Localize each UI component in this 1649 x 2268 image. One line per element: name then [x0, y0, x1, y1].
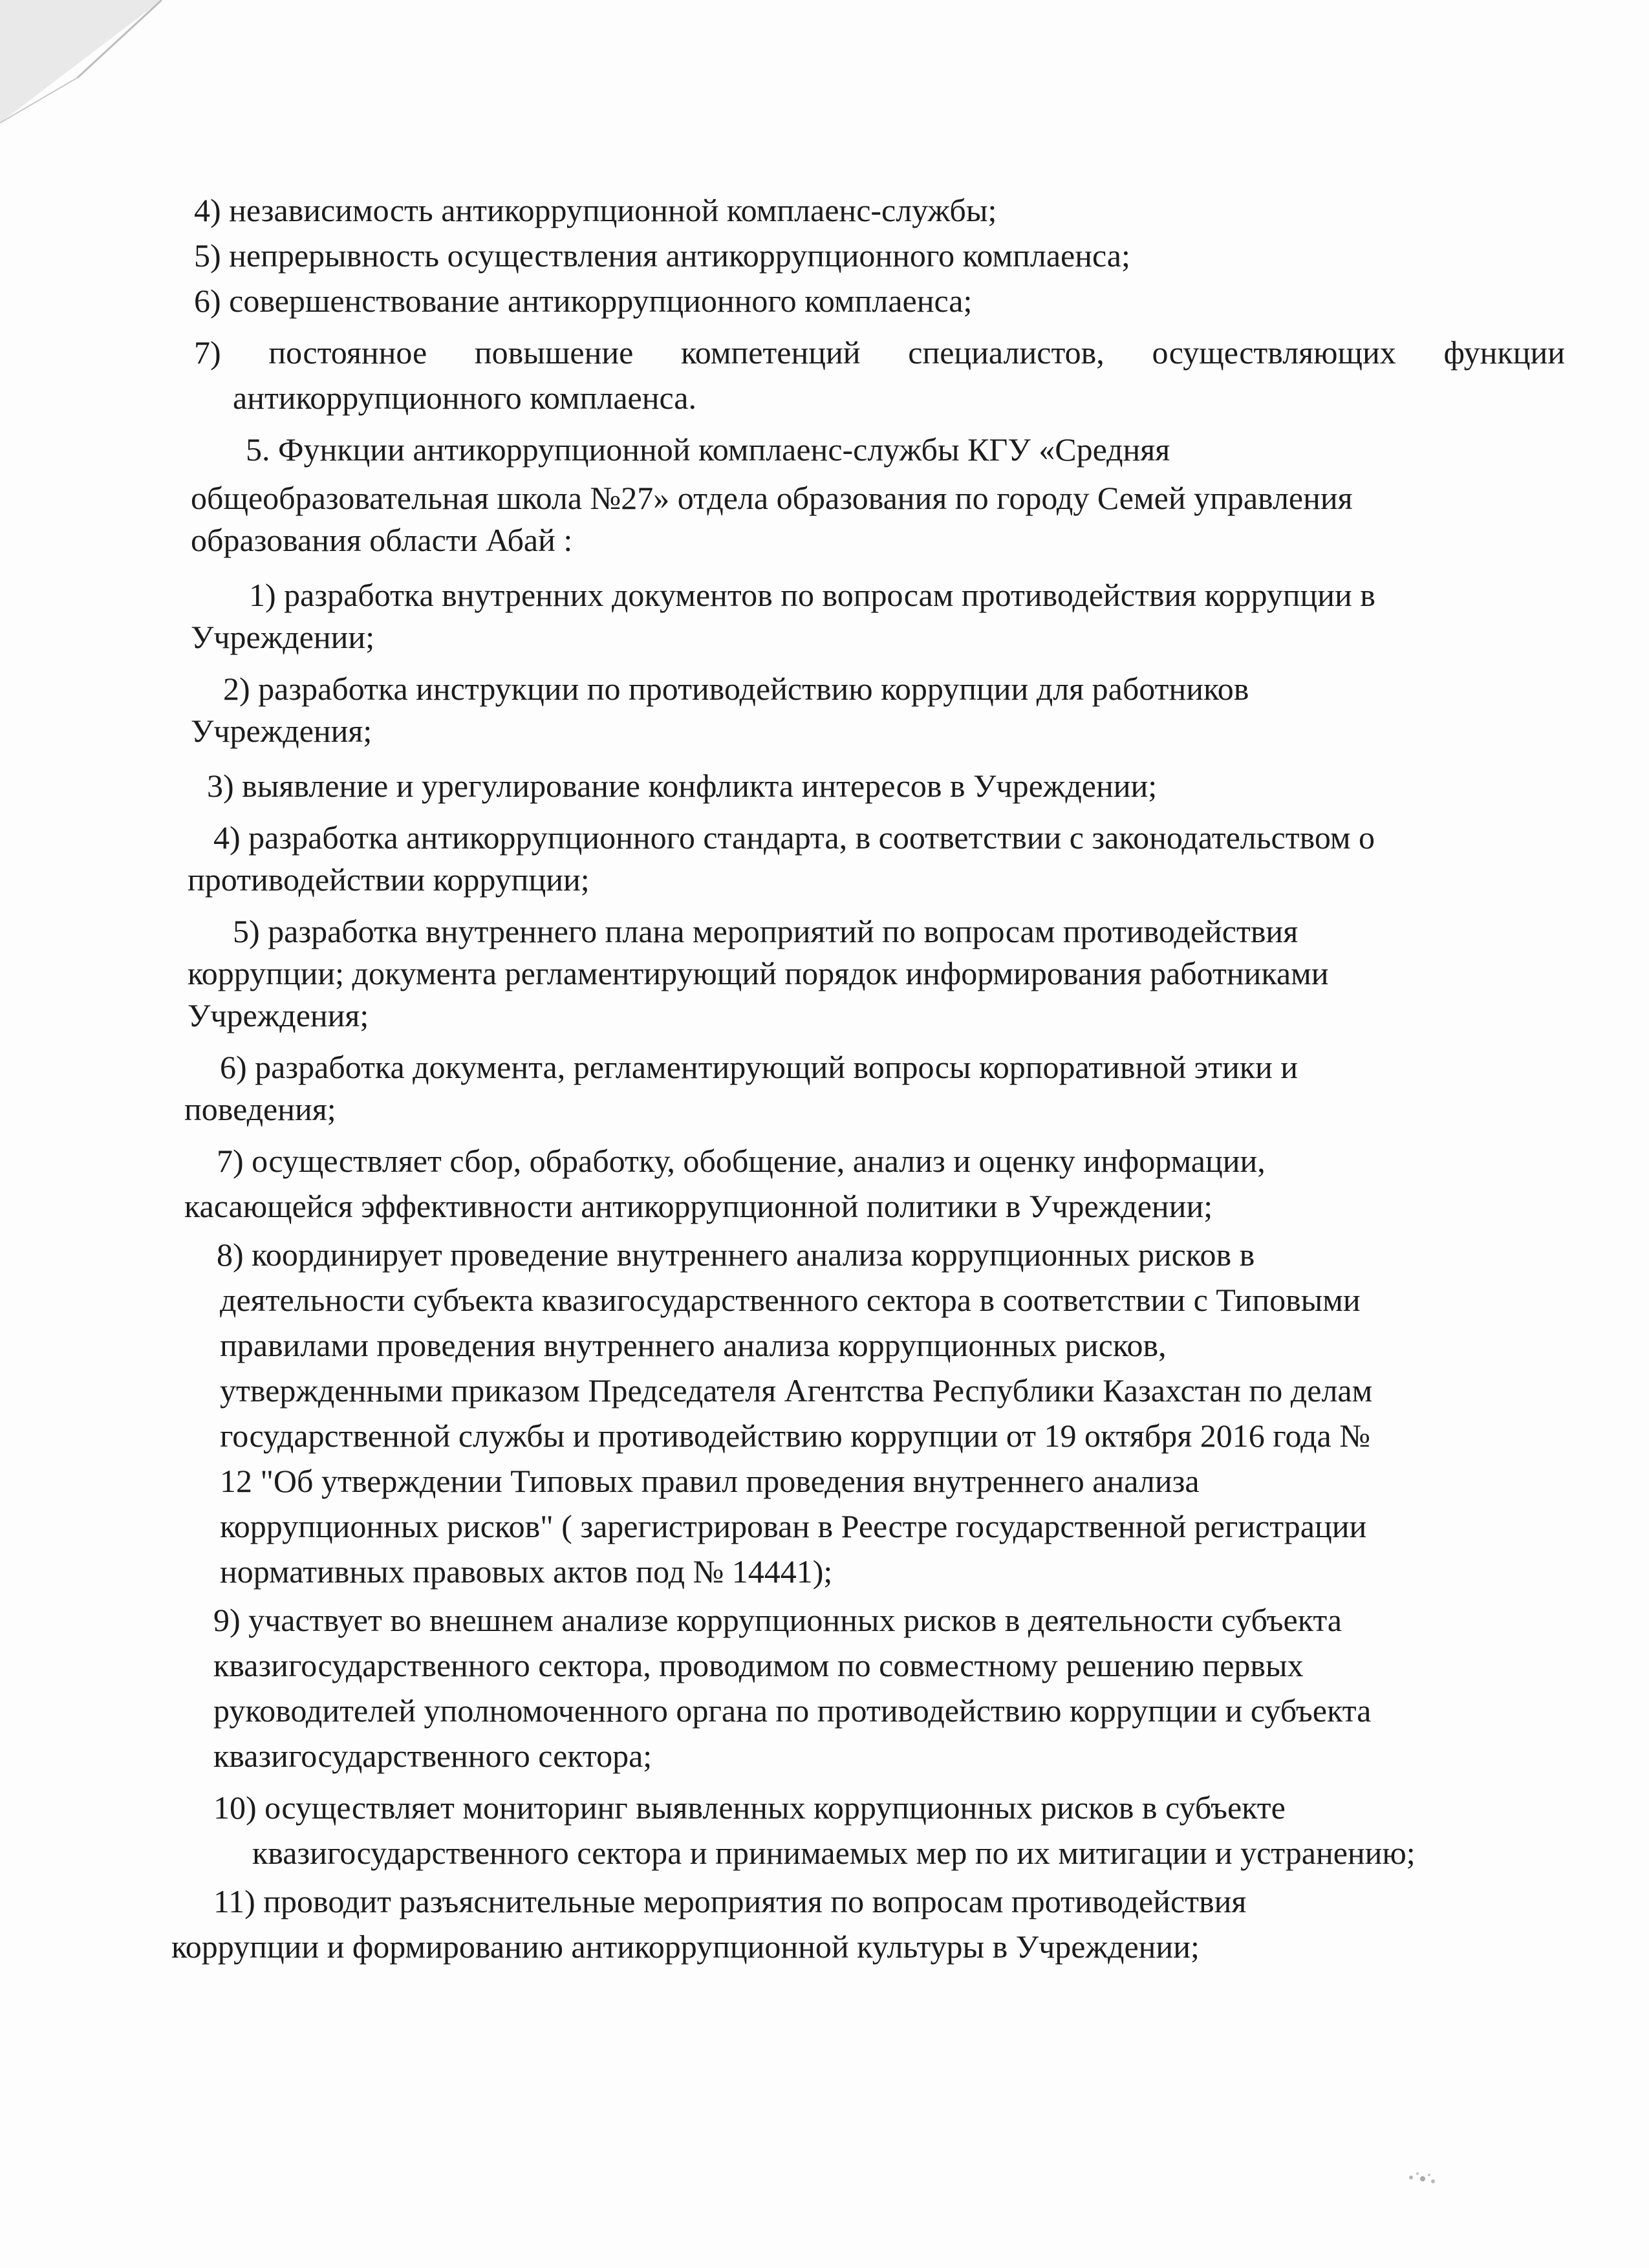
function-1-line-2: Учреждении;: [191, 619, 375, 655]
function-2-line-2: Учреждения;: [191, 713, 372, 749]
function-3-line-1: 3) выявление и урегулирование конфликта интересов в Учреждении;: [207, 768, 1158, 804]
function-8-line-3: правилами проведения внутреннего анализа коррупционных рисков,: [220, 1327, 1167, 1363]
function-6-line-1: 6) разработка документа, регламентирующий вопросы корпоративной этики и: [220, 1049, 1299, 1085]
section-5-line-2: общеобразовательная школа №27» отдела образования по городу Семей управления: [191, 480, 1353, 516]
function-4-line-1: 4) разработка антикоррупционного стандарта, в соответствии с законодательством о: [213, 819, 1375, 856]
function-8-line-6: 12 "Об утверждении Типовых правил проведения внутреннего анализа: [220, 1463, 1200, 1499]
list-item-5: 5) непрерывность осуществления антикоррупционного комплаенса;: [194, 237, 1130, 274]
function-9-line-1: 9) участвует во внешнем анализе коррупционных рисков в деятельности субъекта: [213, 1602, 1342, 1638]
function-11-line-2: коррупции и формированию антикоррупционной культуры в Учреждении;: [171, 1928, 1200, 1965]
function-5-line-3: Учреждения;: [188, 997, 369, 1033]
function-5-line-2: коррупции; документа регламентирующий порядок информирования работниками: [188, 955, 1329, 991]
function-9-line-2: квазигосударственного сектора, проводимом по совместному решению первых: [213, 1647, 1304, 1683]
function-8-line-8: нормативных правовых актов под № 14441);: [220, 1553, 833, 1590]
section-5-line-3: образования области Абай :: [191, 522, 573, 558]
function-2-line-1: 2) разработка инструкции по противодействию коррупции для работников: [223, 671, 1249, 707]
function-10-line-1: 10) осуществляет мониторинг выявленных коррупционных рисков в субъекте: [213, 1789, 1286, 1826]
function-8-line-1: 8) координирует проведение внутреннего анализа коррупционных рисков в: [217, 1237, 1255, 1273]
function-1-line-1: 1) разработка внутренних документов по вопросам противодействия коррупции в: [249, 577, 1375, 613]
list-item-6: 6) совершенствование антикоррупционного комплаенса;: [194, 283, 973, 319]
function-7-line-2: касающейся эффективности антикоррупционной политики в Учреждении;: [184, 1188, 1213, 1224]
function-8-line-2: деятельности субъекта квазигосударственного сектора в соответствии с Типовыми: [220, 1282, 1361, 1318]
function-5-line-1: 5) разработка внутреннего плана мероприятий по вопросам противодействия: [233, 913, 1299, 949]
function-7-line-1: 7) осуществляет сбор, обработку, обобщение, анализ и оценку информации,: [217, 1143, 1266, 1179]
function-11-line-1: 11) проводит разъяснительные мероприятия по вопросам противодействия: [213, 1883, 1247, 1919]
function-8-line-4: утвержденными приказом Председателя Агентства Республики Казахстан по делам: [220, 1372, 1373, 1409]
section-5-line-1: 5. Функции антикоррупционной комплаенс-службы КГУ «Средняя: [246, 431, 1170, 468]
function-6-line-2: поведения;: [184, 1091, 336, 1127]
function-9-line-3: руководителей уполномоченного органа по противодействию коррупции и субъекта: [213, 1692, 1372, 1729]
list-item-7-line-1: 7) постоянное повышение компетенций специалистов, осуществляющих функции: [194, 334, 1565, 371]
function-10-line-2: квазигосударственного сектора и принимаемых мер по их митигации и устранению;: [252, 1835, 1416, 1871]
function-9-line-4: квазигосударственного сектора;: [213, 1738, 652, 1774]
function-8-line-7: коррупционных рисков" ( зарегистрирован в Реестре государственной регистрации: [220, 1508, 1367, 1544]
function-4-line-2: противодействии коррупции;: [188, 861, 590, 898]
list-item-4: 4) независимость антикоррупционной комплаенс-службы;: [194, 192, 997, 228]
function-8-line-5: государственной службы и противодействию коррупции от 19 октября 2016 года №: [220, 1418, 1370, 1454]
list-item-7-line-2: антикоррупционного комплаенса.: [233, 380, 696, 416]
